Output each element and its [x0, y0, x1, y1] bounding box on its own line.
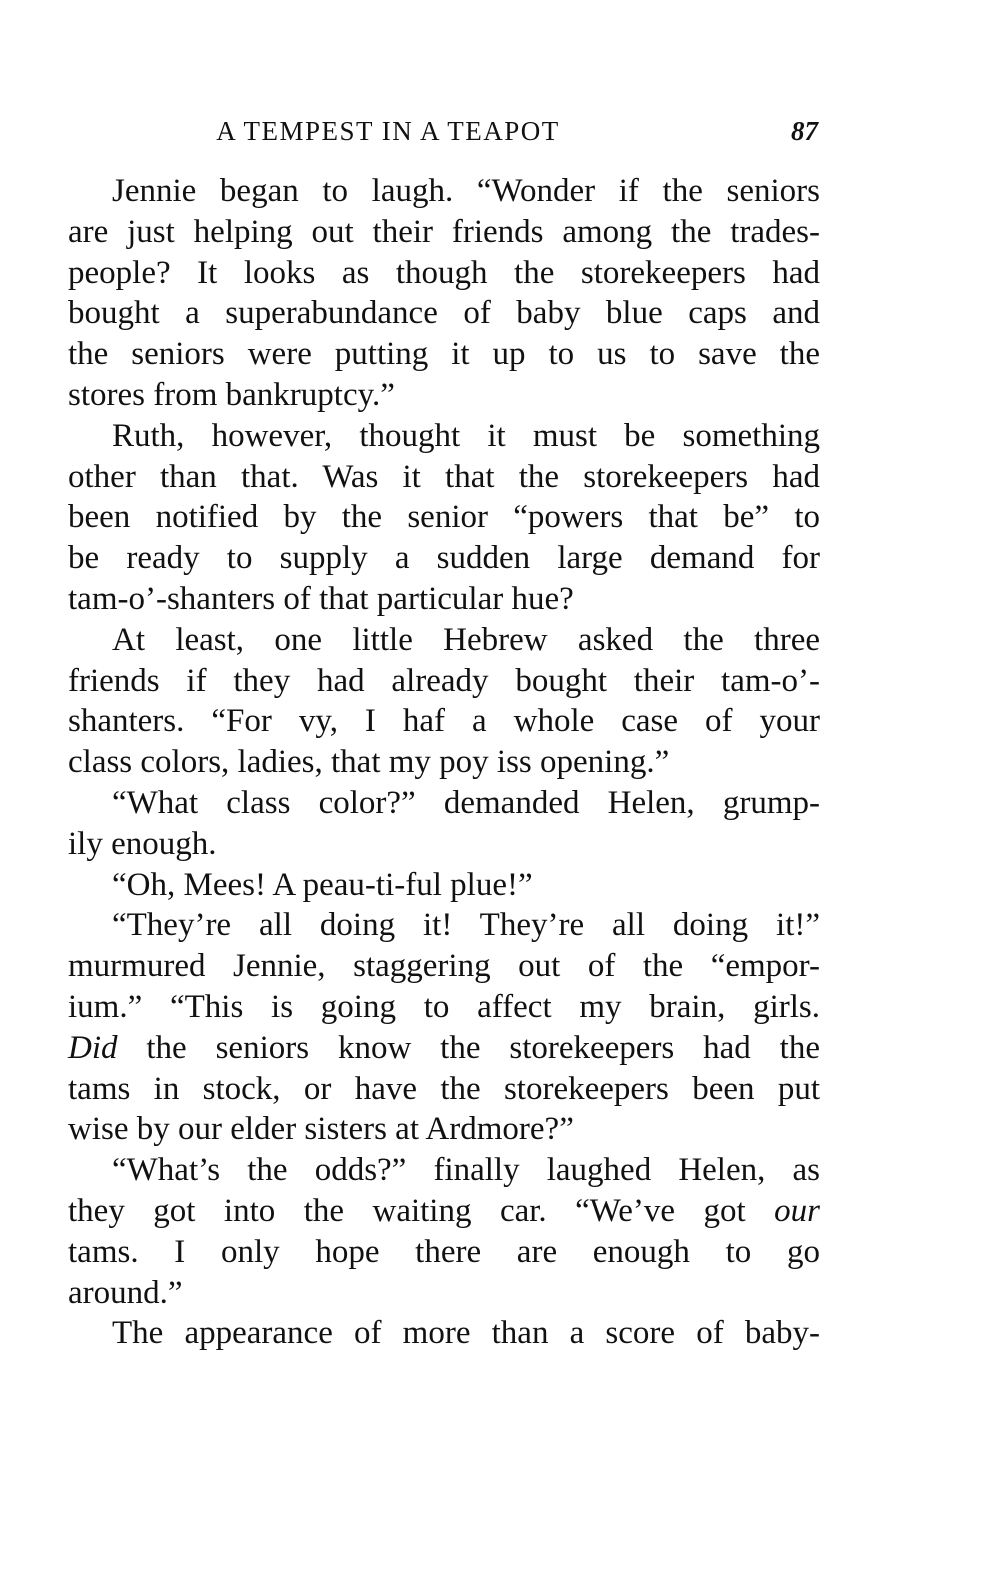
text-line: friends if they had already bought their tam-o’- [68, 662, 820, 699]
text-line: been notified by the senior “powers that be” to [68, 499, 820, 536]
body-text [68, 171, 820, 1354]
running-head [68, 112, 820, 152]
text-line: stores from bankruptcy.” [68, 376, 395, 413]
text-line: people? It looks as though the storekeepers had [68, 254, 820, 291]
text-line: The appearance of more than a score of baby- [112, 1315, 820, 1352]
text-line: are just helping out their friends among the trades- [68, 213, 820, 250]
text-line: At least, one little Hebrew asked the three [112, 621, 820, 658]
text-line-with-italic [68, 1191, 820, 1232]
text-line-rest: the seniors know the storekeepers had the [146, 1029, 821, 1066]
text-line: murmured Jennie, staggering out of the “empor- [68, 948, 820, 985]
text-line: class colors, ladies, that my poy iss opening.” [68, 744, 670, 781]
text-line: ium.” “This is going to affect my brain, girls. [68, 988, 820, 1025]
text-line: shanters. “For vy, I haf a whole case of your [68, 703, 820, 740]
italic-did: Did [68, 1029, 118, 1066]
text-line: tam-o’-shanters of that particular hue? [68, 580, 574, 617]
text-line: “Oh, Mees! A peau-ti-ful plue!” [112, 866, 533, 903]
text-line: bought a superabundance of baby blue caps and [68, 295, 820, 332]
text-line: tams. I only hope there are enough to go [68, 1233, 820, 1270]
text-line: wise by our elder sisters at Ardmore?” [68, 1111, 574, 1148]
text-line-start: they got into the waiting car. “We’ve got [68, 1192, 746, 1229]
text-line: the seniors were putting it up to us to save the [68, 336, 820, 373]
text-line: ily enough. [68, 825, 217, 862]
running-head-title: A TEMPEST IN A TEAPOT [216, 116, 560, 146]
text-line: “They’re all doing it! They’re all doing it!” [112, 907, 820, 944]
text-line: other than that. Was it that the storekeepers had [68, 458, 820, 495]
text-line: Ruth, however, thought it must be something [112, 417, 820, 454]
page-number: 87 [791, 116, 818, 146]
text-line: “What class color?” demanded Helen, grump- [112, 784, 820, 821]
text-line: “What’s the odds?” finally laughed Helen, as [112, 1152, 820, 1189]
text-line: Jennie began to laugh. “Wonder if the seniors [112, 173, 820, 209]
text-line-with-italic [68, 1028, 820, 1069]
text-line: be ready to supply a sudden large demand for [68, 540, 820, 577]
italic-our: our [774, 1192, 821, 1229]
text-line: tams in stock, or have the storekeepers been put [68, 1070, 820, 1107]
text-line: around.” [68, 1274, 183, 1311]
